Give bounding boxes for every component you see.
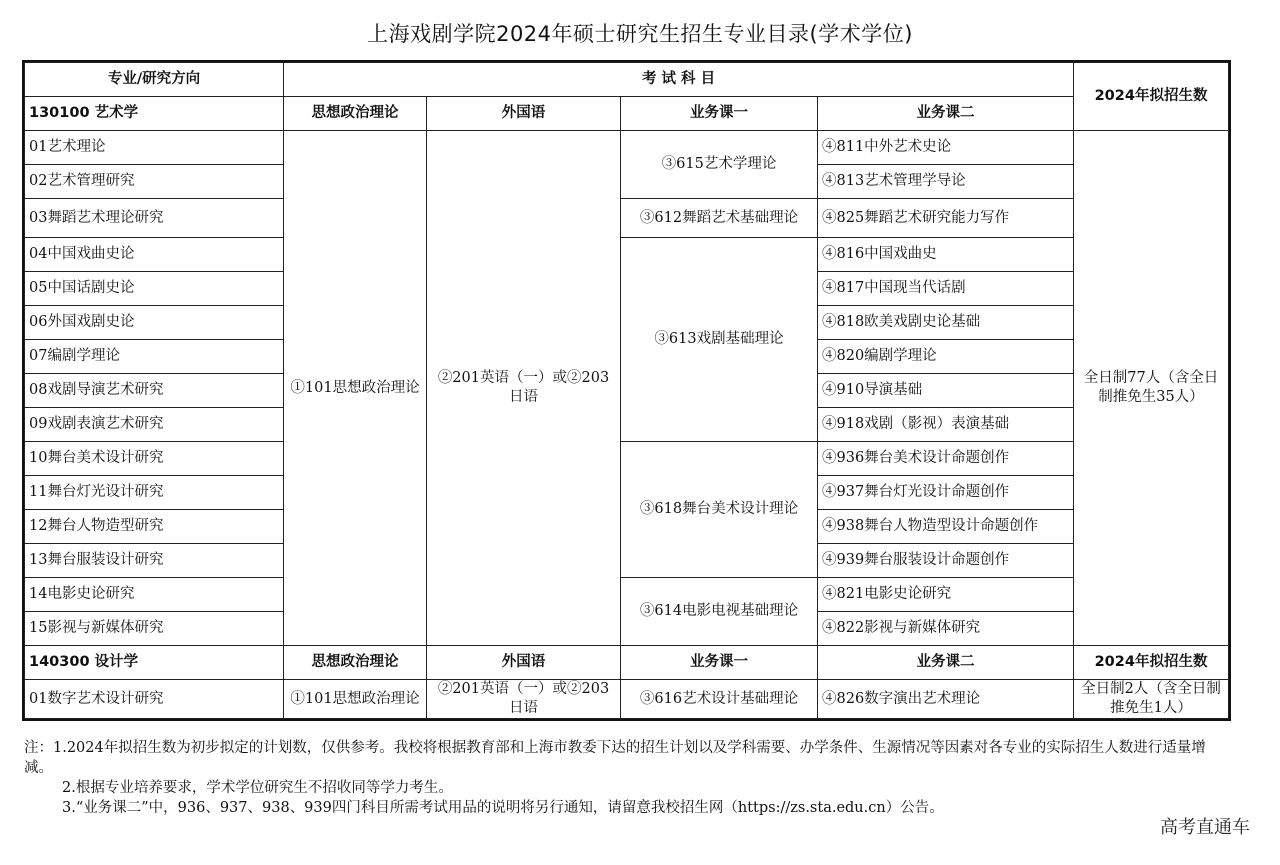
course2-cell: ④910导演基础 — [818, 374, 1074, 408]
direction-cell: 10舞台美术设计研究 — [25, 442, 284, 476]
exam-subjects-header: 考 试 科 目 — [284, 63, 1074, 97]
direction-cell: 03舞蹈艺术理论研究 — [25, 199, 284, 238]
section2-language-header: 外国语 — [427, 646, 621, 680]
section1-language-header: 外国语 — [427, 97, 621, 131]
section2-header-row — [25, 646, 1229, 680]
note-3: 3.“业务课二”中，936、937、938、939四门科目所需考试用品的说明将另行通知，请留意我校招生网（https://zs.sta.edu.cn）公告。 — [62, 800, 944, 816]
direction-cell: 06外国戏剧史论 — [25, 306, 284, 340]
direction-cell: 14电影史论研究 — [25, 578, 284, 612]
course2-cell: ④820编剧学理论 — [818, 340, 1074, 374]
section2-quota-header: 2024年拟招生数 — [1074, 646, 1229, 680]
course1-cell: ③618舞台美术设计理论 — [621, 442, 818, 578]
course1-cell: ③613戏剧基础理论 — [621, 238, 818, 442]
page-title: 上海戏剧学院2024年硕士研究生招生专业目录(学术学位) — [367, 22, 913, 46]
politics-cell: ①101思想政治理论 — [284, 680, 427, 719]
course2-cell: ④811中外艺术史论 — [818, 131, 1074, 165]
table-row — [25, 680, 1229, 719]
section1-course2-header: 业务课二 — [818, 97, 1074, 131]
quota-header: 2024年拟招生数 — [1074, 63, 1229, 131]
section2-politics-header: 思想政治理论 — [284, 646, 427, 680]
watermark: 高考直通车 — [1160, 817, 1250, 838]
course2-cell: ④826数字演出艺术理论 — [818, 680, 1074, 719]
course1-cell: ③615艺术学理论 — [621, 131, 818, 199]
course2-cell: ④817中国现当代话剧 — [818, 272, 1074, 306]
catalog-table — [24, 62, 1229, 719]
direction-cell: 15影视与新媒体研究 — [25, 612, 284, 646]
section1-course1-header: 业务课一 — [621, 97, 818, 131]
course2-cell: ④813艺术管理学导论 — [818, 165, 1074, 199]
direction-cell: 01艺术理论 — [25, 131, 284, 165]
language-cell: ②201英语（一）或②203日语 — [427, 131, 621, 646]
course1-cell: ③614电影电视基础理论 — [621, 578, 818, 646]
section2-course1-header: 业务课一 — [621, 646, 818, 680]
note-1: 注：1.2024年拟招生数为初步拟定的计划数，仅供参考。我校将根据教育部和上海市教委下达的招生计划以及学科需要、办学条件、生源情况等因素对各专业的实际招生人数进行适量增减。 — [24, 740, 1206, 776]
course2-cell: ④938舞台人物造型设计命题创作 — [818, 510, 1074, 544]
course2-cell: ④822影视与新媒体研究 — [818, 612, 1074, 646]
section2-code: 140300 设计学 — [25, 646, 284, 680]
direction-cell: 07编剧学理论 — [25, 340, 284, 374]
quota-cell: 全日制2人（含全日制推免生1人） — [1074, 680, 1229, 719]
course2-cell: ④937舞台灯光设计命题创作 — [818, 476, 1074, 510]
section1-code: 130100 艺术学 — [25, 97, 284, 131]
table-header-row — [25, 63, 1229, 97]
course2-cell: ④918戏剧（影视）表演基础 — [818, 408, 1074, 442]
table-row — [25, 131, 1229, 165]
course2-cell: ④936舞台美术设计命题创作 — [818, 442, 1074, 476]
direction-cell: 09戏剧表演艺术研究 — [25, 408, 284, 442]
section1-header-row — [25, 97, 1229, 131]
note-2: 2.根据专业培养要求，学术学位研究生不招收同等学力考生。 — [62, 780, 453, 796]
direction-cell: 12舞台人物造型研究 — [25, 510, 284, 544]
table-row — [25, 442, 1229, 476]
direction-cell: 02艺术管理研究 — [25, 165, 284, 199]
section1-politics-header: 思想政治理论 — [284, 97, 427, 131]
course1-cell: ③612舞蹈艺术基础理论 — [621, 199, 818, 238]
table-row — [25, 199, 1229, 238]
course2-cell: ④818欧美戏剧史论基础 — [818, 306, 1074, 340]
course2-cell: ④816中国戏曲史 — [818, 238, 1074, 272]
direction-cell: 11舞台灯光设计研究 — [25, 476, 284, 510]
notes — [24, 738, 1234, 818]
course2-cell: ④939舞台服装设计命题创作 — [818, 544, 1074, 578]
direction-cell: 08戏剧导演艺术研究 — [25, 374, 284, 408]
direction-cell: 05中国话剧史论 — [25, 272, 284, 306]
major-direction-header: 专业/研究方向 — [25, 63, 284, 97]
politics-cell: ①101思想政治理论 — [284, 131, 427, 646]
quota-cell: 全日制77人（含全日制推免生35人） — [1074, 131, 1229, 646]
table-row — [25, 578, 1229, 612]
course1-cell: ③616艺术设计基础理论 — [621, 680, 818, 719]
language-cell: ②201英语（一）或②203日语 — [427, 680, 621, 719]
course2-cell: ④825舞蹈艺术研究能力写作 — [818, 199, 1074, 238]
table-row — [25, 238, 1229, 272]
direction-cell: 04中国戏曲史论 — [25, 238, 284, 272]
direction-cell: 13舞台服装设计研究 — [25, 544, 284, 578]
course2-cell: ④821电影史论研究 — [818, 578, 1074, 612]
section2-course2-header: 业务课二 — [818, 646, 1074, 680]
direction-cell: 01数字艺术设计研究 — [25, 680, 284, 719]
